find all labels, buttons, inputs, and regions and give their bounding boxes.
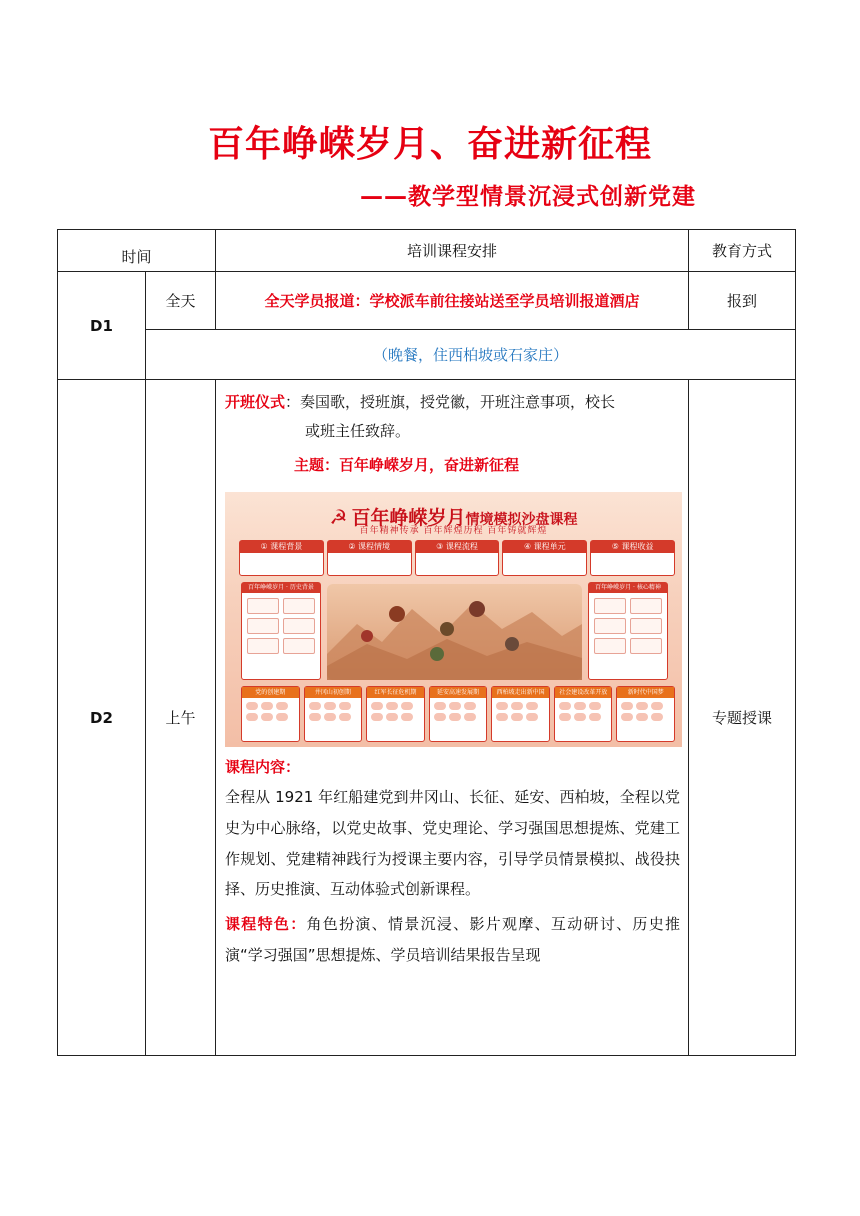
poster-card (304, 686, 363, 742)
poster-tab (502, 540, 587, 576)
content-label: 课程内容： (225, 757, 301, 776)
poster-card (241, 686, 300, 742)
poster-card (554, 686, 613, 742)
poster-tab-label: ① 课程背景 (240, 541, 323, 553)
table-row (58, 330, 796, 380)
poster-card-label: 井冈山初创期 (305, 687, 362, 698)
theme-line: 主题：百年峥嵘岁月，奋进新征程 (294, 455, 520, 474)
table-row (58, 272, 796, 330)
poster-card-label: 西柏坡走出新中国 (492, 687, 549, 698)
poster-tab-label: ② 课程情境 (328, 541, 411, 553)
poster-tab (415, 540, 500, 576)
poster-card-label: 社会建设改革开放 (555, 687, 612, 698)
poster-cards (241, 686, 675, 742)
table-header-row (58, 230, 796, 272)
poster-card (366, 686, 425, 742)
day-label-d2: D2 (58, 380, 146, 1056)
opening-text-cont: 或班主任致辞。 (305, 422, 411, 441)
d1-method: 报到 (689, 272, 796, 330)
d2-method: 专题授课 (689, 380, 796, 1056)
opening-line (225, 388, 680, 417)
poster-card-label: 新时代中国梦 (617, 687, 674, 698)
poster-left-panel (241, 582, 321, 680)
d1-note: （晚餐，住西柏坡或石家庄） (146, 330, 796, 380)
poster-tab-label: ④ 课程单元 (503, 541, 586, 553)
poster-tab (590, 540, 675, 576)
period-d1: 全天 (146, 272, 216, 330)
feature-label: 课程特色： (225, 915, 307, 933)
poster-title-sub: 情境模拟沙盘课程 (465, 511, 578, 528)
poster-card-label: 党的创建期 (242, 687, 299, 698)
day-label-d1: D1 (58, 272, 146, 380)
schedule-table (57, 229, 796, 1056)
poster-map (327, 584, 582, 680)
poster-right-label: 百年峥嵘岁月 · 核心精神 (589, 583, 667, 593)
poster-right-panel (588, 582, 668, 680)
content-paragraph: 全程从 1921 年红船建党到井冈山、长征、延安、西柏坡，全程以党史为中心脉络，以党史故事、党史理论、学习强国思想提炼、党建工作规划、党建精神践行为授课主要内容，引导学员情景模拟、战役抉择、历史推演、互动体验式创新课程。 (225, 788, 681, 899)
opening-label: 开班仪式 (225, 393, 286, 411)
poster-card (429, 686, 488, 742)
poster-tab (239, 540, 324, 576)
opening-text: ：奏国歌，授班旗，授党徽，开班注意事项，校长 (285, 393, 616, 411)
poster-left-label: 百年峥嵘岁月 · 历史背景 (242, 583, 320, 593)
poster-tab (327, 540, 412, 576)
period-d2: 上午 (146, 380, 216, 1056)
poster-tab-label: ⑤ 课程收益 (591, 541, 674, 553)
page-title: 百年峥嵘岁月、奋进新征程 (207, 124, 652, 165)
poster-card (616, 686, 675, 742)
poster-card-label: 红军长征危机期 (367, 687, 424, 698)
poster-title-main: 百年峥嵘岁月 (351, 506, 466, 529)
mountain-map-icon (327, 584, 582, 680)
poster-tabs (239, 540, 675, 576)
d2-content-cell (216, 380, 689, 1056)
header-course: 培训课程安排 (216, 230, 689, 272)
poster-tab-label: ③ 课程流程 (416, 541, 499, 553)
feature-text: 角色扮演、情景沉浸、影片观摩、互动研讨、历史推演“学习强国”思想提炼、学员培训结果报告呈现 (225, 915, 680, 964)
course-poster-image (225, 492, 682, 747)
header-time: 时间 (58, 230, 216, 272)
table-row (58, 380, 796, 1056)
page-subtitle: ——教学型情景沉浸式创新党建 (360, 184, 696, 210)
poster-tagline: 百年精神传承 百年辉煌历程 百年铸就辉煌 (359, 525, 548, 536)
poster-card (491, 686, 550, 742)
d1-content: 全天学员报道：学校派车前往接站送至学员培训报道酒店 (216, 272, 689, 330)
feature-paragraph (225, 909, 680, 971)
party-emblem-icon: ☭ (329, 504, 348, 529)
poster-card-label: 延安高速发展期 (430, 687, 487, 698)
header-method: 教育方式 (689, 230, 796, 272)
